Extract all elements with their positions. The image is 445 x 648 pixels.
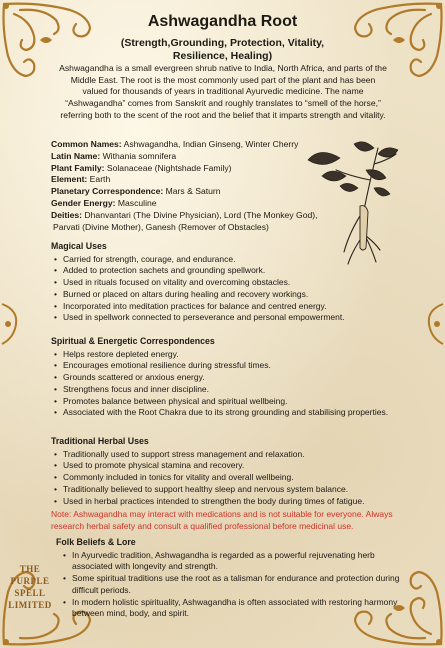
list-item: • Used in herbal practices intended to strengthen the body during times of fatigue.: [63, 496, 401, 508]
property-label: Planetary Correspondence:: [51, 186, 164, 197]
list-item: • In modern holistic spirituality, Ashwagandha is often associated with restoring harmony between mind, body, and spirit.: [72, 597, 401, 620]
magical-uses-section: [51, 241, 401, 324]
logo-line: THE: [19, 564, 41, 574]
list-item: • Used to promote physical stamina and recovery.: [63, 460, 401, 472]
property-label: Deities:: [51, 209, 83, 220]
list-item: • Strengthens focus and inner discipline.: [63, 384, 401, 396]
page-title: Ashwagandha Root: [147, 13, 298, 30]
list-item: • Added to protection sachets and grounding spellwork.: [63, 265, 401, 277]
list-item: • Traditionally used to support stress management and relaxation.: [63, 449, 401, 461]
side-ornament-left: [0, 300, 22, 348]
intro-paragraph: Ashwagandha is a small evergreen shrub native to India, North Africa, and parts of the Middle East. The root is the most commonly used part of the plant and has been valued for thousands of years in traditional Ayurvedic medicine. The name “Ashwagandha” comes from Sanskrit and roughly translates to “smell of the horse,” referring both to the scent of the root and the belief that it imparts strength and vitality.: [59, 63, 387, 120]
bullet-list: [51, 449, 401, 508]
list-item: • Some spiritual traditions use the root as a talisman for endurance and protection during difficult periods.: [72, 573, 401, 596]
bullet-list: [56, 550, 401, 620]
list-item: • Promotes balance between physical and spiritual wellbeing.: [63, 396, 401, 408]
property-label: Gender Energy:: [51, 197, 116, 208]
deities-continued: Parvati (Divine Mother), Ganesh (Remover of Obstacles): [53, 221, 269, 232]
side-ornament-right: [423, 300, 445, 348]
list-item: • Helps restore depleted energy.: [63, 349, 401, 361]
section-heading: Spiritual & Energetic Correspondences: [51, 336, 215, 346]
property-value: Dhanvantari (The Divine Physician), Lord (The Monkey God),: [82, 209, 318, 220]
list-item: • Carried for strength, courage, and endurance.: [63, 254, 401, 266]
list-item: • Encourages emotional resilience during stressful times.: [63, 360, 401, 372]
list-item: • Associated with the Root Chakra due to its strong grounding and stabilising properties.: [63, 407, 401, 419]
section-heading: Folk Beliefs & Lore: [56, 537, 136, 547]
logo-line: PURPLE: [10, 576, 50, 586]
section-heading: Magical Uses: [51, 241, 107, 251]
property-value: Ashwagandha, Indian Ginseng, Winter Cherry: [121, 139, 299, 149]
logo-line: SPELL: [14, 588, 46, 598]
list-item: • Used in spellwork connected to perseverance and personal empowerment.: [63, 312, 401, 324]
list-item: • Incorporated into meditation practices for balance and centred energy.: [63, 301, 401, 313]
property-label: Element:: [51, 174, 88, 185]
safety-note: Note: Ashwagandha may interact with medications and is not suitable for everyone. Always research herbal safety and consult a qualified professional before medicinal use.: [51, 509, 393, 531]
property-label: Latin Name:: [51, 150, 101, 161]
property-value: Solanaceae (Nightshade Family): [104, 162, 232, 173]
property-value: Withania somnifera: [100, 150, 177, 161]
property-value: Masculine: [115, 197, 157, 208]
property-value: Mars & Saturn: [163, 186, 221, 197]
bullet-list: [51, 349, 401, 419]
list-item: • Commonly included in tonics for vitality and overall wellbeing.: [63, 472, 401, 484]
spiritual-correspondences-section: [51, 336, 401, 419]
list-item: • Burned or placed on altars during healing and recovery workings.: [63, 289, 401, 301]
property-value: Earth: [87, 174, 111, 185]
bullet-list: [51, 254, 401, 324]
list-item: • Grounds scattered or anxious energy.: [63, 372, 401, 384]
section-heading: Traditional Herbal Uses: [51, 436, 149, 446]
list-item: • Used in rituals focused on vitality and overcoming obstacles.: [63, 277, 401, 289]
logo-line: LIMITED: [8, 600, 52, 610]
folk-beliefs-section: [56, 537, 401, 620]
list-item: • Traditionally believed to support healthy sleep and nervous system balance.: [63, 484, 401, 496]
brand-logo: [4, 560, 56, 640]
traditional-herbal-uses-section: [51, 436, 401, 507]
page-subtitle: (Strength,Grounding, Protection, Vitality, Resilience, Healing): [120, 37, 325, 62]
property-label: Plant Family:: [51, 162, 105, 173]
property-label: Common Names:: [51, 139, 122, 149]
list-item: • In Ayurvedic tradition, Ashwagandha is regarded as a powerful rejuvenating herb associated with longevity and strength.: [72, 550, 401, 573]
